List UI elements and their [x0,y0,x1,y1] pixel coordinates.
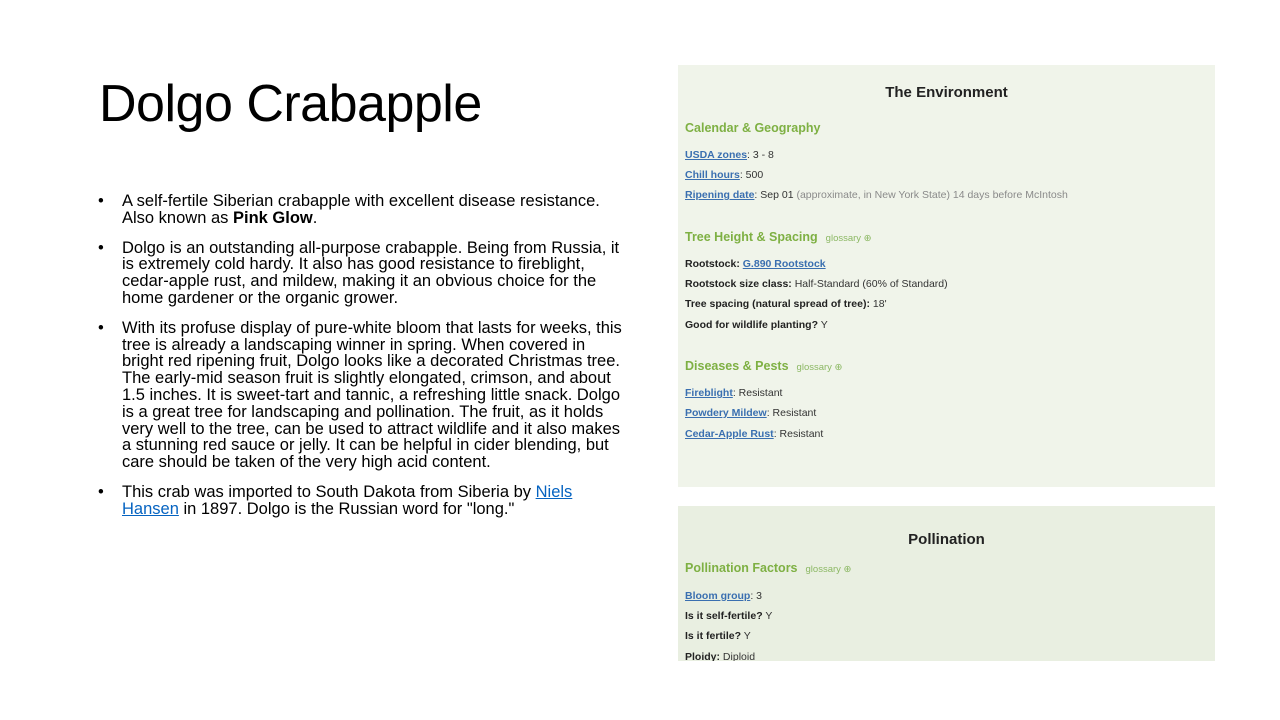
chill-hours-link[interactable]: Chill hours [685,169,740,181]
tree-spacing-row [685,298,887,310]
fireblight-row [685,387,782,399]
ripening-date-link[interactable]: Ripening date [685,189,755,201]
chill-hours-row [685,169,763,181]
rootstock-row [685,258,826,270]
niels-hansen-link[interactable]: Niels Hansen [122,482,573,518]
bullet-bold-text: Pink Glow [232,208,313,227]
pollination-panel [678,506,1215,661]
chill-hours-value: : 500 [739,169,764,181]
bullet-list [98,193,628,531]
wildlife-label: Good for wildlife planting? [685,319,818,331]
slide-title: Dolgo Crabapple [99,75,482,133]
cedar-apple-rust-link[interactable]: Cedar-Apple Rust [685,428,774,440]
diseases-heading [685,359,843,373]
fireblight-link[interactable]: Fireblight [685,387,733,399]
rootstock-label: Rootstock: [685,258,740,270]
ripening-date-value: : Sep 01 [754,189,794,201]
wildlife-value: Y [817,319,828,331]
bullet-item [98,320,628,471]
bullet-item [98,193,628,227]
ploidy-value: Diploid [720,651,756,661]
pollination-factors-heading [685,561,852,575]
fertile-label: Is it fertile? [685,630,742,642]
rootstock-size-label: Rootstock size class: [685,278,792,290]
usda-zones-value: : 3 - 8 [747,149,774,161]
bloom-group-link[interactable]: Bloom group [685,590,751,602]
fertile-row [685,630,751,642]
self-fertile-row [685,610,772,622]
bullet-text: . [312,208,318,227]
fireblight-value: : Resistant [732,387,783,399]
rootstock-size-row [685,278,948,290]
pollination-heading: Pollination [908,531,985,548]
cedar-apple-rust-value: : Resistant [773,428,824,440]
usda-zones-link[interactable]: USDA zones [685,149,748,161]
calendar-heading: Calendar & Geography [685,121,821,135]
bullet-text: in 1897. Dolgo is the Russian word for "long." [178,499,515,518]
bullet-item [98,240,628,307]
powdery-mildew-row [685,407,816,419]
tree-spacing-value: 18' [869,298,887,310]
tree-spacing-label: Tree spacing (natural spread of tree): [685,298,870,310]
glossary-link[interactable]: glossary ⊕ [805,564,852,575]
powdery-mildew-value: : Resistant [766,407,817,419]
tree-height-heading [685,230,872,244]
bloom-group-row [685,590,762,602]
tree-height-heading-text: Tree Height & Spacing [685,230,818,244]
bullet-text: With its profuse display of pure-white bloom that lasts for weeks, this tree is already a landscaping winner in spring. When covered in bright red ripening fruit, Dolgo looks like a decorated Christmas tree. The early-mid season fruit is slightly elongated, crimson, and about 1.5 inches. It is sweet-tart and tannic, a refreshing little snack. Dolgo is a great tree for landscaping and pollination. The fruit, as it holds very well to the tree, can be used to attract wildlife and it also makes a stunning red sauce or jelly. It can be helpful in cider blending, but care should be taken of the very high acid content. [122,318,622,472]
ploidy-row [685,651,755,661]
bullet-text: This crab was imported to South Dakota from Siberia by [122,482,536,501]
self-fertile-label: Is it self-fertile? [685,610,763,622]
ploidy-label: Ploidy: [685,651,721,661]
environment-heading: The Environment [885,84,1008,101]
glossary-link[interactable]: glossary ⊕ [796,362,843,373]
fertile-value: Y [741,630,751,642]
ripening-date-row [685,189,1068,201]
self-fertile-value: Y [762,610,773,622]
pollination-factors-heading-text: Pollination Factors [685,561,798,575]
ripening-date-note: (approximate, in New York State) 14 days before McIntosh [793,189,1068,201]
cedar-apple-rust-row [685,428,823,440]
bullet-text: Dolgo is an outstanding all-purpose crabapple. Being from Russia, it is extremely cold hardy. It also has good resistance to fireblight, cedar-apple rust, and mildew, making it an obvious choice for the home gardener or the organic grower. [122,238,620,307]
rootstock-link[interactable]: G.890 Rootstock [742,258,826,270]
bullet-item [98,484,628,518]
bullet-text: A self-fertile Siberian crabapple with excellent disease resistance. Also known as [122,192,600,227]
powdery-mildew-link[interactable]: Powdery Mildew [685,407,767,419]
environment-panel [678,65,1215,487]
wildlife-row [685,319,828,331]
rootstock-size-value: Half-Standard (60% of Standard) [791,278,948,290]
bloom-group-value: : 3 [750,590,763,602]
diseases-heading-text: Diseases & Pests [685,359,789,373]
glossary-link[interactable]: glossary ⊕ [825,233,872,244]
usda-zones-row [685,149,774,161]
